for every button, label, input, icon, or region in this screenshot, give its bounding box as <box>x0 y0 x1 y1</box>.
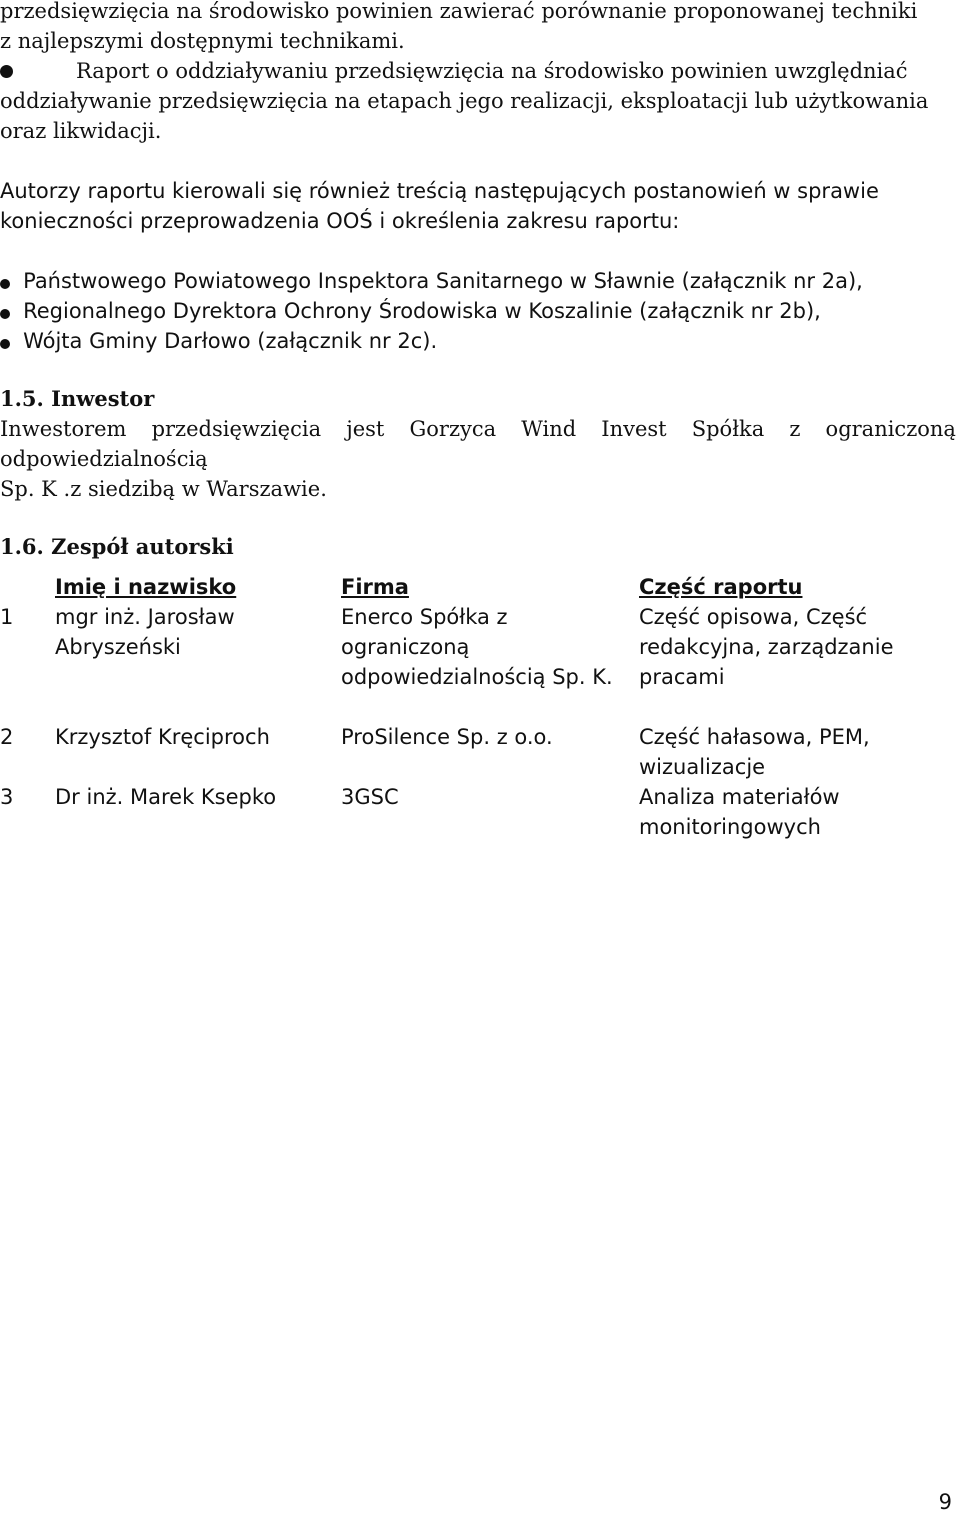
investor-line-3: Sp. K .z siedzibą w Warszawie. <box>0 477 327 501</box>
investor-line-2: odpowiedzialnością <box>0 447 208 471</box>
bullet-icon <box>0 279 10 289</box>
investor-heading-text: Inwestor <box>51 386 155 411</box>
intro-line-2: z najlepszymi dostępnymi technikami. <box>0 29 405 53</box>
investor-heading <box>0 384 154 414</box>
bullet-text-line-3: oraz likwidacji. <box>0 119 162 143</box>
team-heading-number: 1.6. <box>0 534 44 559</box>
authors-paragraph-line-1: Autorzy raportu kierowali się również treścią następujących postanowień w sprawie <box>0 179 879 203</box>
investor-word: Wind <box>521 417 577 441</box>
authors-paragraph-line-2: konieczności przeprowadzenia OOŚ i określenia zakresu raportu: <box>0 209 680 233</box>
column-header-name: Imię i nazwisko <box>55 575 237 599</box>
decision-list-text: Państwowego Powiatowego Inspektora Sanitarnego w Sławnie (załącznik nr 2a), <box>23 269 863 293</box>
decision-list-item <box>0 266 863 296</box>
team-heading <box>0 532 234 562</box>
bullet-text-line-1: Raport o oddziaływaniu przedsięwzięcia na środowisko powinien uwzględniać <box>76 59 908 83</box>
page-number: 9 <box>938 1490 952 1514</box>
report-part: Część opisowa, Część redakcyjna, zarządzanie pracami <box>639 605 894 689</box>
report-requirement-bullet <box>0 56 960 86</box>
decision-list-item <box>0 296 821 326</box>
report-part: Część hałasowa, PEM, wizualizacje <box>639 725 870 779</box>
investor-line-1 <box>0 414 956 444</box>
report-part: Analiza materiałów monitoringowych <box>639 785 840 839</box>
investor-word: Invest <box>601 417 667 441</box>
investor-heading-number: 1.5. <box>0 386 44 411</box>
row-number: 1 <box>0 605 14 629</box>
investor-word: z <box>789 417 801 441</box>
decision-list-text: Regionalnego Dyrektora Ochrony Środowiska w Koszalinie (załącznik nr 2b), <box>23 299 821 323</box>
bullet-icon <box>0 65 13 78</box>
investor-word: Spółka <box>691 417 765 441</box>
investor-word: jest <box>346 417 385 441</box>
investor-word: przedsięwzięcia <box>151 417 322 441</box>
investor-word: ograniczoną <box>825 417 956 441</box>
column-header-part: Część raportu <box>639 575 803 599</box>
author-firm: Enerco Spółka z ograniczoną odpowiedzialnością Sp. K. <box>341 605 613 689</box>
author-name: mgr inż. Jarosław Abryszeński <box>55 605 235 659</box>
bullet-text-line-2: oddziaływanie przedsięwzięcia na etapach jego realizacji, eksploatacji lub użytkowania <box>0 89 929 113</box>
intro-line-1: przedsięwzięcia na środowisko powinien zawierać porównanie proponowanej techniki <box>0 0 918 23</box>
decision-list-text: Wójta Gminy Darłowo (załącznik nr 2c). <box>23 329 438 353</box>
table-row <box>0 782 960 842</box>
author-name: Krzysztof Kręciproch <box>55 725 270 749</box>
author-firm: 3GSC <box>341 785 399 809</box>
author-name: Dr inż. Marek Ksepko <box>55 785 277 809</box>
author-firm: ProSilence Sp. z o.o. <box>341 725 553 749</box>
bullet-icon <box>0 339 10 349</box>
author-team-table <box>0 572 960 842</box>
table-header-row <box>0 572 960 602</box>
investor-word: Inwestorem <box>0 417 127 441</box>
table-row <box>0 722 960 782</box>
row-number: 2 <box>0 725 14 749</box>
row-number: 3 <box>0 785 14 809</box>
column-header-firm: Firma <box>341 575 409 599</box>
investor-word: Gorzyca <box>409 417 497 441</box>
decision-list-item <box>0 326 438 356</box>
bullet-icon <box>0 309 10 319</box>
team-heading-text: Zespół autorski <box>51 534 234 559</box>
table-row <box>0 602 960 722</box>
